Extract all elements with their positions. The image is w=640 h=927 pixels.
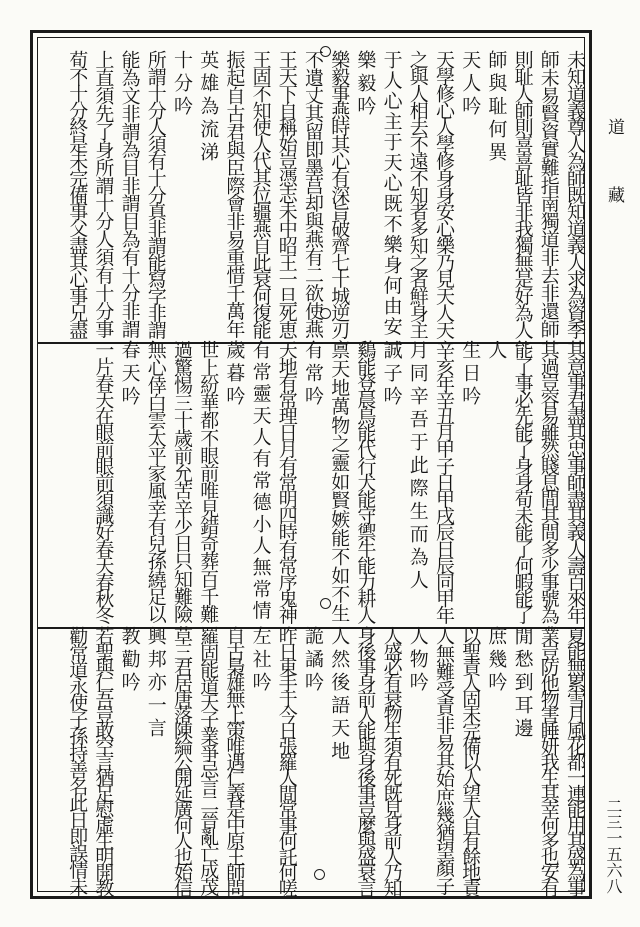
text-column: 人 <box>485 340 508 363</box>
text-column: 能為文非謂為目非謂目為有十分非謂 <box>118 50 141 337</box>
text-column: 十分吟 <box>171 50 193 119</box>
text-column: 歲暮吟 <box>223 340 246 409</box>
page-number: 二三一五六八 <box>604 798 623 894</box>
text-column: 樂毅吟 <box>354 50 377 119</box>
text-column: 身後事身前人能與身後事豈麼與盛衰言 <box>354 626 377 895</box>
text-column: 天人吟 <box>459 50 482 119</box>
text-column: 能了事必先能了身身荀未能了何暇能了 <box>511 340 534 623</box>
ornament-circle <box>320 308 331 319</box>
text-column: 天地有常理日月有常明四時有常序鬼神 <box>275 340 298 623</box>
text-column: 有常吟 <box>302 340 324 409</box>
text-column: 自古梟雄無上策唯遇仁義是中原王師問 <box>223 626 246 895</box>
text-column: 詭譎吟 <box>302 626 324 695</box>
text-column: 無心倖白雲太平家風幸有兒孫繞足以 <box>144 340 167 622</box>
text-column: 未知道義尊人為師既知道義人求為資季 <box>564 50 586 338</box>
text-column: 人盛必有衰物生須有死既見身前人乃知 <box>380 626 403 895</box>
text-column: 一片春天在眼前眼前須識好春天春秋冬 <box>92 340 115 623</box>
text-column: 上直須先了身所謂十分人須有十分事 <box>92 50 115 337</box>
ornament-circle <box>320 598 331 609</box>
text-column: 其過豈容易雖然賤息間其間多少事號為 <box>537 340 560 623</box>
text-column: 王天下自稱始豈憑志未中昭王一旦死恵 <box>275 50 298 338</box>
text-column: 師未易賢資實難指南獨道非去非還師 <box>537 50 560 337</box>
text-column: 所謂十分人須有十分真非謂能寫字非謂 <box>144 50 167 338</box>
text-column: 振起自古君與臣際會非易重惜千萬年 <box>223 50 246 337</box>
text-column: 興邦亦一言 <box>144 626 167 741</box>
text-column: 英雄為流涕 <box>197 50 220 165</box>
text-column: 禀天地萬物之靈如賢嫉能不如不生 <box>328 340 351 623</box>
source-label: 道 藏 <box>604 118 624 203</box>
text-column: 鷄能登晨鳥能代行犬能守禦牛能力耕人 <box>354 340 377 623</box>
text-column: 人無難受責非易其始庶幾猶望顏子 <box>433 626 455 895</box>
text-column: 草三君居唐落陳綸公開延廣何人也始信 <box>171 626 193 895</box>
text-column: 勸常道永使子孫持善名此日即誤情未 <box>66 626 89 894</box>
text-column: 以聖責人固未完備以人望人自有餘地責 <box>459 626 482 895</box>
text-column: 其意事君盡其忠事師盡其義人壽百來年 <box>564 340 586 623</box>
text-column: 羅固能道天子業爭忌言二晉亂亡成茂 <box>197 626 220 894</box>
text-column: 庶幾吟 <box>485 626 508 695</box>
text-column: 不遺丈其留即墨莒却與燕有二欲使燕 <box>302 50 324 337</box>
text-column: 夏能無累雪月風花都一連能用其盛為事 <box>564 626 586 895</box>
text-column: 天學修心人學修身身安心樂乃見天人天 <box>433 50 455 338</box>
text-column: 春天吟 <box>118 340 141 409</box>
text-column: 生日吟 <box>459 340 482 409</box>
text-column: 有常靈天人有常德小人無常情 <box>249 340 272 622</box>
text-column: 辛亥年辛丑月甲子日甲戌辰日辰同甲年 <box>433 340 455 623</box>
text-column: 樂毅事燕時其心有深旨破齊七十城逆刃 <box>328 50 351 338</box>
text-column: 人然後語天地 <box>328 626 351 764</box>
text-column: 閒愁到耳邊 <box>511 626 534 741</box>
text-column: 世上紛華都不眼前唯見錯奇葬百千難 <box>197 340 220 622</box>
text-column: 昨日東手于今日張羅人間常事何託何嗟 <box>275 626 298 895</box>
text-column: 于人心主于天心既不樂身何由安 <box>380 50 403 337</box>
text-column: 業豈防他物害睡妍我生其幸何多也安有 <box>537 626 560 895</box>
text-column: 之與人相去不遠不知者多知之者鮮身主 <box>406 50 429 338</box>
text-column: 左社吟 <box>249 626 272 695</box>
ornament-circle <box>314 869 325 880</box>
text-column: 人物吟 <box>406 626 429 695</box>
text-column: 則耻人師則喜喜耻皆非我獨無是好為人 <box>511 50 534 338</box>
text-column: 師與耻何異 <box>485 50 508 165</box>
ornament-circle <box>320 46 331 57</box>
text-column: 過驚惕三十歲前允苦辛少日只知難險 <box>171 340 193 622</box>
text-column: 荀不十分終是未完備事父盡其心事兄盡 <box>66 50 89 338</box>
text-column: 誠子吟 <box>380 340 403 409</box>
text-column: 王固不知使人代其位疆燕自此衰何復能 <box>249 50 272 338</box>
text-column: 教勸吟 <box>118 626 141 695</box>
text-column: 月同辛吾于此際生而為人 <box>406 340 429 593</box>
text-column: 若聖與仁吾豈敢空言猶足慰虛生明開教 <box>92 626 115 895</box>
